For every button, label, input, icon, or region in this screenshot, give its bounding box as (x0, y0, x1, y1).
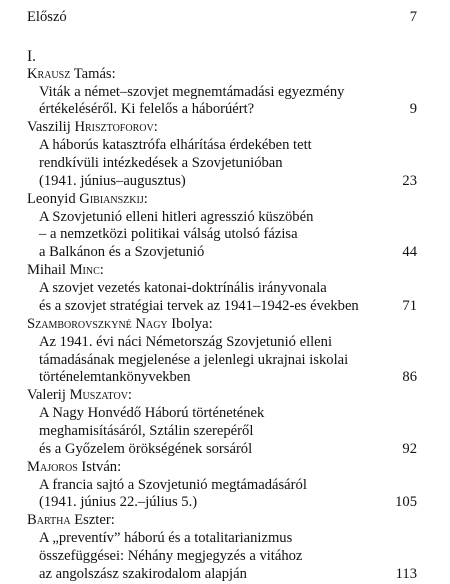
chapter-title-line: A háborús katasztrófa elhárítása érdekében tett (39, 137, 312, 154)
author-line: Leonyid Gibianszkij: (27, 190, 148, 207)
author-line (27, 66, 417, 84)
chapter-title-line: és a szovjet stratégiai tervek az 1941–1942-es években 71 (39, 297, 417, 314)
author-given: Vaszilij (27, 119, 71, 136)
chapter-title-line: A szovjet vezetés katonai-doktrínális irányvonala (39, 280, 327, 297)
chapter-title-line: A Nagy Honvédő Háború történetének (39, 405, 265, 422)
chapter-title-line: – a nemzetközi politikai válság utolsó fázisa (39, 226, 298, 243)
chapter-page: 92 (402, 440, 417, 457)
foreword-entry (27, 9, 417, 27)
chapter-title-line: meghamisításáról, Sztálin szerepéről (39, 422, 254, 439)
chapter-title-line: (1941. június–augusztus) 23 (39, 172, 417, 189)
chapter-title-line: a Balkánon és a Szovjetunió 44 (39, 244, 417, 261)
chapter-title-line: támadásának megjelenése a jelenlegi ukrajnai iskolai (39, 351, 349, 368)
chapter-title-line: összefüggései: Néhány megjegyzés a vitához (39, 548, 303, 564)
chapter-title-line: A francia sajtó a Szovjetunió megtámadásáról (39, 476, 307, 493)
foreword-page: 7 (409, 9, 417, 25)
author-surname: Bartha (27, 512, 71, 529)
chapter-title-line: A „preventív” háború és a totalitarianizmus (39, 530, 293, 547)
chapter-page: 113 (395, 565, 417, 582)
chapter-page: 71 (402, 297, 417, 314)
chapter-title-line: értékeléséről. Ki felelős a háborúért? 9 (39, 101, 417, 118)
chapter-page: 23 (402, 172, 417, 189)
author-surname: Minc (69, 262, 100, 279)
author-line: Mihail Minc: (27, 262, 104, 279)
author-surname: Muszatov (69, 387, 128, 404)
chapter-title-line: és a Győzelem örökségének sorsáról 92 (39, 440, 417, 457)
chapter-page: 105 (395, 494, 417, 511)
chapter-title-line: az angolszász szakirodalom alapján 113 (39, 565, 417, 582)
author-line (27, 316, 417, 334)
chapter-title-line: (1941. június 22.–július 5.) 105 (39, 494, 417, 511)
section-label: I. (27, 47, 37, 65)
chapter-title-line: Viták a német–szovjet megnemtámadási egyezmény (39, 83, 345, 100)
author-given: Leonyid (27, 190, 76, 207)
author-surname: Hrisztoforov (74, 119, 154, 136)
author-surname: Szamborovszkyné Nagy (27, 315, 168, 332)
author-line (27, 512, 417, 530)
foreword-title: Előszó (27, 9, 67, 25)
author-surname: Krausz (27, 65, 71, 82)
author-surname: Gibianszkij (79, 190, 144, 207)
author-given: István: (81, 458, 122, 475)
author-line: Vaszilij Hrisztoforov: (27, 119, 158, 136)
author-surname: Majoros (27, 458, 78, 475)
author-given: Ibolya: (171, 315, 213, 332)
chapter-title-line: Az 1941. évi náci Németország Szovjetunió elleni (39, 333, 333, 350)
chapter-page: 9 (409, 101, 417, 118)
chapter-title-line: A Szovjetunió elleni hitleri agresszió küszöbén (39, 208, 314, 225)
author-given: Mihail (27, 262, 66, 279)
section-heading (27, 48, 417, 66)
author-given: Eszter: (74, 512, 115, 529)
chapter-title-line: rendkívüli intézkedések a Szovjetunióban (39, 155, 283, 172)
chapter-page: 44 (402, 244, 417, 261)
author-given: Valerij (27, 387, 66, 404)
author-line: Valerij Muszatov: (27, 387, 132, 404)
author-line (27, 459, 417, 477)
author-given: Tamás: (73, 65, 116, 82)
chapter-title-line: történelemtankönyvekben 86 (39, 369, 417, 386)
chapter-page: 86 (402, 369, 417, 386)
